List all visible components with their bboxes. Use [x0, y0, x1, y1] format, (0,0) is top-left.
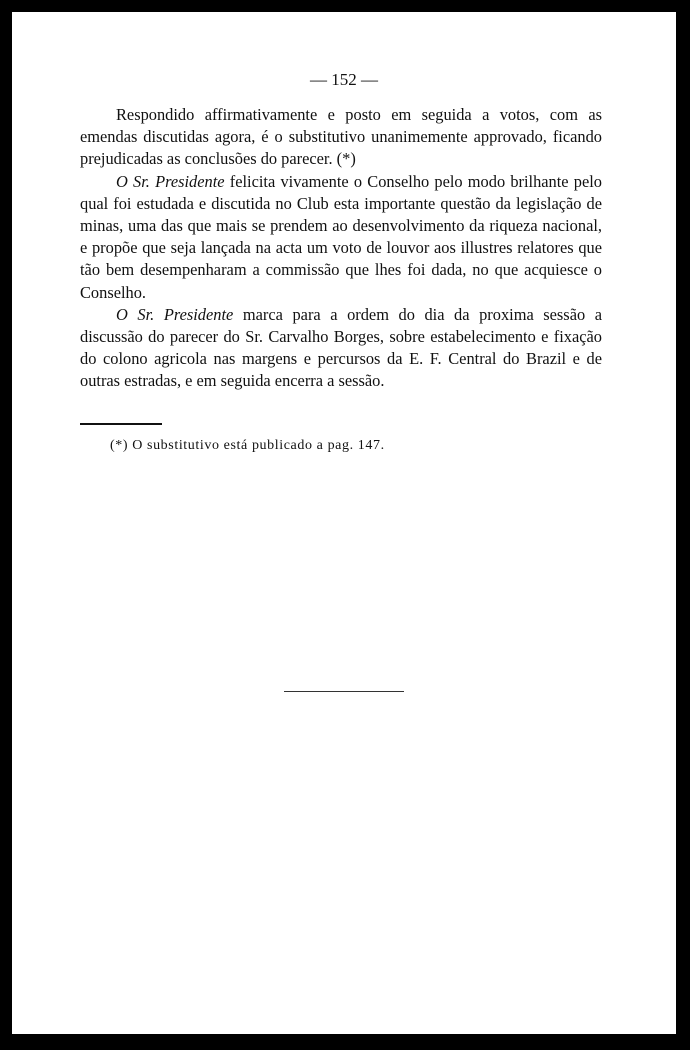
paragraph-3 [80, 304, 602, 393]
paragraph-3-lead: O Sr. Presidente [116, 304, 234, 324]
footnote: (*) O substitutivo está publicado a pag. 147. [110, 438, 385, 453]
paragraph-1 [80, 104, 602, 171]
paragraph-2 [80, 171, 602, 304]
end-divider [284, 691, 404, 692]
page-number: — 152 — [310, 70, 378, 89]
paragraph-2-text: felicita vivamente o Conselho pelo modo brilhante pelo qual foi estudada e discutida no Club esta importante questão da legislação de minas, uma das que mais se prendem ao desenvolvimento da riqueza nacional, e propõe que seja lançada na acta um voto de louvor aos illustres relatores que tão bem desempenharam a commissão que lhes foi dada, no que acquiesce o Conselho. [80, 171, 602, 302]
paragraph-3-text: marca para a ordem do dia da proxima sessão a discussão do parecer do Sr. Carvalho Borges, sobre estabelecimento e fixação do colono agricola nas margens e percursos da E. F. Central do Brazil e de outras estradas, e em seguida encerra a sessão. [80, 304, 602, 391]
body-text [80, 104, 602, 393]
paragraph-1-text: Respondido affirmativamente e posto em seguida a votos, com as emendas discutidas agora, é o substitutivo unanimemente approvado, ficando prejudicadas as conclusões do parecer. (*) [80, 105, 602, 169]
document-page [12, 12, 676, 1034]
footnote-divider [80, 423, 162, 425]
paragraph-2-lead: O Sr. Presidente [116, 171, 225, 191]
